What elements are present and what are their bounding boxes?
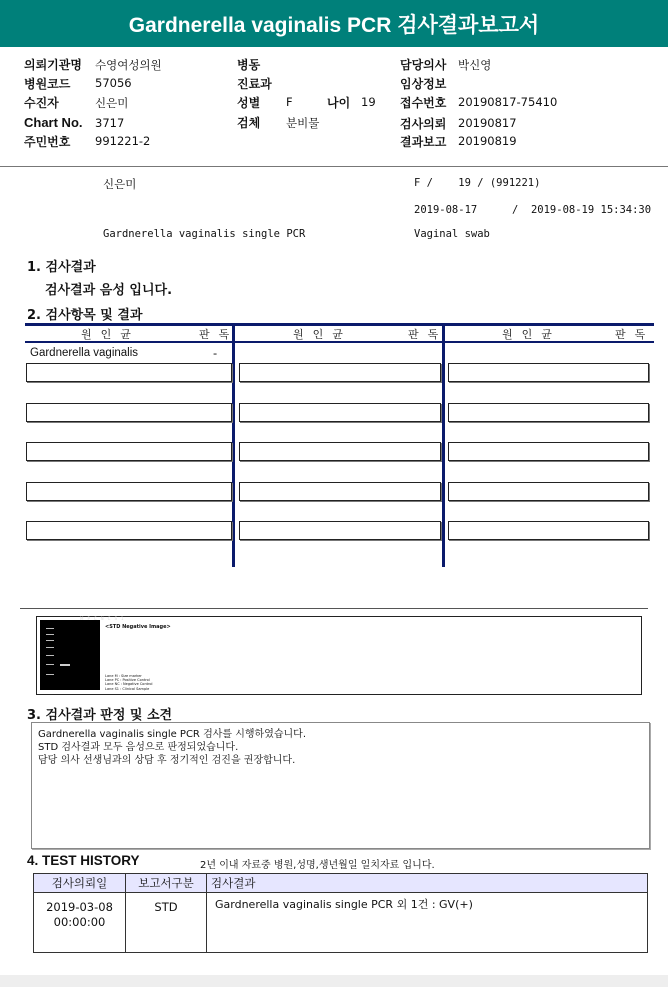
history-col-date: 검사의뢰일 (34, 874, 126, 893)
section1-title: 1. 검사결과 (27, 260, 96, 275)
summary-sex-age: F / 19 / (991221) (414, 177, 541, 189)
summary-date-from: 2019-08-17 (414, 204, 478, 216)
result-box (239, 482, 441, 501)
age-value: 19 (361, 95, 376, 109)
col-pathogen-1: 원인균 (81, 328, 140, 341)
section4-title: 4. TEST HISTORY (27, 853, 140, 868)
result-box (26, 442, 232, 461)
section1-result: 검사결과 음성 입니다. (45, 283, 173, 298)
sex-label: 성별 (237, 96, 261, 110)
report-date-label: 결과보고 (400, 135, 447, 149)
report-title: Gardnerella vaginalis PCR 검사결과보고서 (0, 0, 668, 47)
col-pathogen-2: 원인균 (293, 328, 352, 341)
footer-bar (0, 975, 668, 987)
history-note: 2년 이내 자료중 병원,성명,생년월일 일치자료 입니다. (200, 860, 435, 871)
ssn-label: 주민번호 (24, 135, 71, 149)
section3-title: 3. 검사결과 판정 및 소견 (27, 708, 173, 723)
opinion-box (31, 722, 650, 849)
history-table (33, 873, 648, 953)
chart-label: Chart No. (24, 115, 83, 130)
summary-sample: Vaginal swab (414, 228, 490, 240)
specimen-value: 분비물 (286, 116, 320, 130)
request-value: 20190817 (458, 116, 517, 130)
table-row (34, 893, 648, 953)
history-type: STD (126, 893, 207, 953)
sex-value: F (286, 95, 293, 109)
hospital-value: 수영여성의원 (95, 58, 162, 72)
ssn-value: 991221-2 (95, 134, 151, 148)
table-divider-2 (442, 323, 445, 567)
report-date-value: 20190819 (458, 134, 517, 148)
section2-title: 2. 검사항목 및 결과 (27, 308, 143, 323)
result-box (448, 482, 649, 501)
summary-name: 신은미 (103, 177, 137, 191)
dept-label: 진료과 (237, 77, 272, 91)
history-col-type: 보고서구분 (126, 874, 207, 893)
result-box (26, 363, 232, 382)
table-divider-1 (232, 323, 235, 567)
gel-legend: Lane M : Size marker Lane PC : Positive Control Lane NC : Negative Control Lane S1 : Clinical Sample (105, 674, 153, 691)
hospital-label: 의뢰기관명 (24, 58, 82, 72)
result-box (26, 403, 232, 422)
chart-value: 3717 (95, 116, 125, 130)
history-result: Gardnerella vaginalis single PCR 외 1건 : GV(+) (207, 893, 648, 953)
col-result-3: 판독 (615, 328, 655, 341)
item-gardnerella-result: - (213, 346, 218, 360)
gel-image (40, 620, 100, 690)
result-box (448, 442, 649, 461)
result-box (239, 442, 441, 461)
history-col-result: 검사결과 (207, 874, 648, 893)
result-box (26, 482, 232, 501)
positive-control-band (60, 664, 70, 666)
result-box (448, 521, 649, 540)
opinion-line: 담당 의사 선생님과의 상담 후 정기적인 검진을 권장합니다. (38, 755, 296, 766)
result-box (239, 521, 441, 540)
history-header-row (34, 874, 648, 893)
result-box (26, 521, 232, 540)
doctor-value: 박신영 (458, 58, 492, 72)
section-divider (20, 608, 648, 609)
result-box (448, 403, 649, 422)
history-date: 2019-03-08 00:00:00 (34, 893, 126, 953)
request-label: 검사의뢰 (400, 117, 447, 131)
receipt-label: 접수번호 (400, 96, 447, 110)
patient-value: 신은미 (95, 96, 129, 110)
col-pathogen-3: 원인균 (502, 328, 561, 341)
summary-date-to: / 2019-08-19 15:34:30 (512, 204, 652, 216)
code-value: 57056 (95, 76, 132, 90)
specimen-label: 검체 (237, 116, 261, 130)
result-box (239, 363, 441, 382)
opinion-line: Gardnerella vaginalis single PCR 검사를 시행하였습니다. (38, 729, 307, 740)
gel-caption: <STD Negative Image> (105, 624, 171, 630)
gel-image-frame (36, 616, 642, 695)
info-divider (0, 166, 668, 167)
summary-test: Gardnerella vaginalis single PCR (103, 228, 306, 240)
doctor-label: 담당의사 (400, 58, 447, 72)
item-gardnerella: Gardnerella vaginalis (30, 347, 139, 359)
clinical-label: 임상정보 (400, 77, 447, 91)
ward-label: 병동 (237, 58, 261, 72)
opinion-line: STD 검사결과 모두 음성으로 판정되었습니다. (38, 742, 239, 753)
age-label: 나이 (327, 96, 351, 110)
col-result-2: 판독 (408, 328, 448, 341)
receipt-value: 20190817-75410 (458, 95, 558, 109)
patient-label: 수진자 (24, 96, 59, 110)
result-box (239, 403, 441, 422)
gel-lane-labels: MPCNCS1 (80, 616, 128, 621)
code-label: 병원코드 (24, 77, 71, 91)
col-result-1: 판독 (199, 328, 239, 341)
result-box (448, 363, 649, 382)
